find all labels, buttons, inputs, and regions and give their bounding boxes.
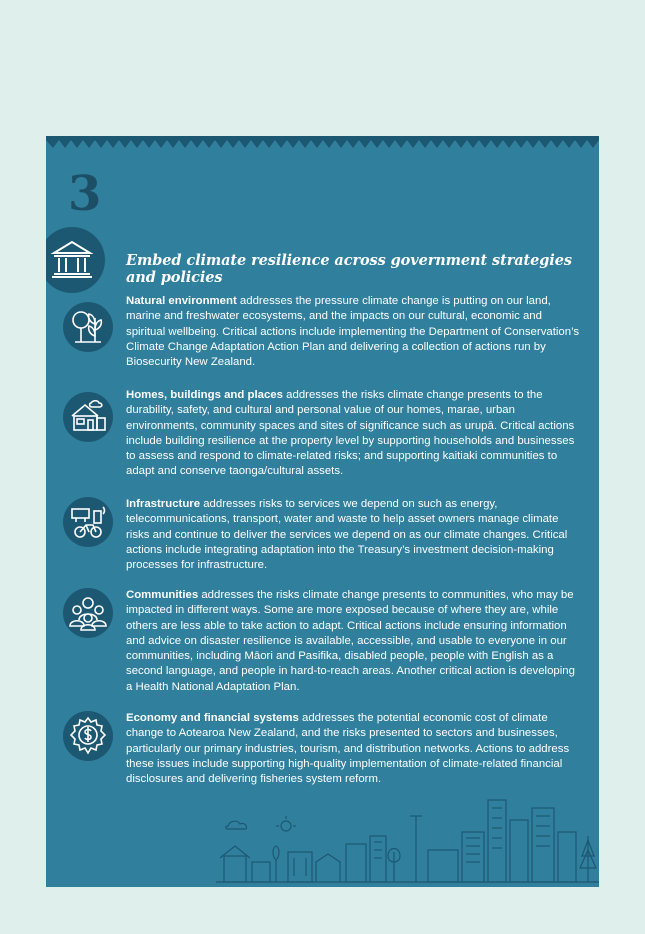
section-body: addresses the risks climate change presents to the durability, safety, and cultural and personal value of our homes, marae, urban environments, community spaces and sites of significance such as urupā. Critical actions include building resilience at the property level by supporting households and businesses to assess and respond to climate-related risks; and supporting kaitiaki communities to adapt and conserve taonga/cultural assets. <box>126 389 575 478</box>
section-title: Infrastructure <box>126 498 201 510</box>
plant-leaf-icon <box>63 302 113 352</box>
section-number: 3 <box>68 166 102 222</box>
house-icon <box>63 392 113 442</box>
section-heading: Embed climate resilience across government strategies and policies <box>126 252 572 286</box>
section-text <box>126 588 584 695</box>
section-body: addresses the potential economic cost of climate change to Aotearoa New Zealand, and the risks presented to sectors and businesses, particularly our primary industries, tourism, and distribution networks. Actions to address these issues include supporting high-quality implementation of climate-related financial disclosures and delivering fisheries system reform. <box>126 712 570 786</box>
zigzag-border <box>46 136 599 148</box>
section-text <box>126 294 584 370</box>
community-people-icon <box>63 588 113 638</box>
section-body: addresses the risks climate change presents to communities, who may be impacted in different ways. Some are more exposed because of where they are, while others are less able to take action to adapt. Critical actions include ensuring information and advice on disaster resilience is available, accessible, and usable to everyone in our communities, including Māori and Pasifika, disabled people, people with English as a second language, and people in hard-to-reach areas. Another critical action is developing a Health National Adaptation Plan. <box>126 589 575 693</box>
content-panel <box>46 136 599 887</box>
cityscape-illustration <box>216 796 599 887</box>
section-title: Natural environment <box>126 295 237 307</box>
section-title: Economy and financial systems <box>126 712 299 724</box>
section-title: Homes, buildings and places <box>126 389 283 401</box>
section-text <box>126 388 584 480</box>
infrastructure-icon <box>63 497 113 547</box>
section-title: Communities <box>126 589 199 601</box>
section-text <box>126 711 584 787</box>
section-body: addresses the pressure climate change is putting on our land, marine and freshwater ecosystems, and the impacts on our cultural, economic and spiritual wellbeing. Critical actions include implementing the Department of Conservation’s Climate Change Adaptation Action Plan and delivering a collection of actions run by Biosecurity New Zealand. <box>126 295 580 369</box>
section-text <box>126 497 584 573</box>
government-building-icon <box>46 227 105 293</box>
dollar-gear-icon <box>63 711 113 761</box>
section-body: addresses risks to services we depend on such as energy, telecommunications, transport, water and waste to help asset owners manage climate risks and continue to deliver the services we depend on as our climate changes. Critical actions include integrating adaptation into the Treasury’s investment decision-making processes for infrastructure. <box>126 498 568 572</box>
